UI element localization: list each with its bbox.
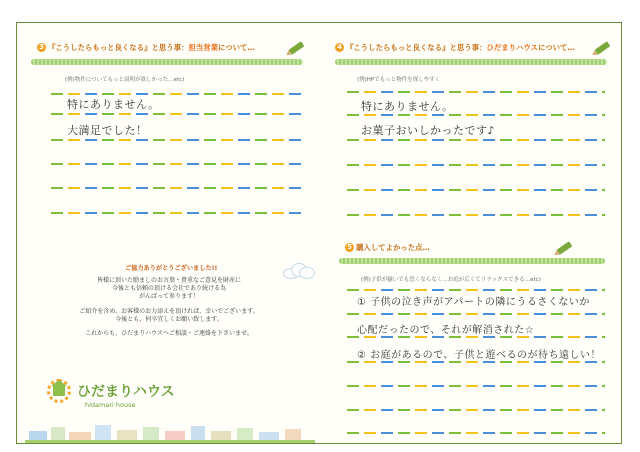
section3-title-highlight: 担当営業 — [188, 43, 219, 52]
survey-sheet — [16, 22, 622, 444]
logo-subtitle: hidamari house — [85, 401, 136, 409]
pencil-icon — [289, 41, 305, 55]
cloud-decoration — [283, 263, 313, 277]
section5-answer-2: 心配だったので、それが解消された☆ — [357, 325, 535, 336]
answer-line — [51, 212, 303, 214]
answer-line — [51, 163, 303, 165]
section3-answer-1: 特にありません。 — [67, 98, 160, 111]
grass-divider — [31, 59, 303, 65]
section5-answer-3: ② お庭があるので、子供と遊べるのが待ち遠しい！ — [357, 350, 601, 361]
section3-number: 3 — [37, 43, 46, 52]
section4-example: (例)HPでもっと物件を探しやすく — [357, 77, 441, 83]
section4-answer-2: お菓子おいしかったです♪ — [361, 124, 496, 137]
section3-title-suffix: について… — [218, 43, 255, 52]
pencil-icon — [557, 241, 573, 255]
answer-line — [51, 113, 303, 115]
thanks-line-5: ご紹介を含め、お客様のお力添えを頂ければ、幸いでございます。 — [79, 307, 259, 315]
town-illustration — [25, 421, 315, 443]
answer-line — [347, 313, 605, 315]
thanks-line-8: これからも、ひだまりハウスへご相談・ご連絡を下さいませ。 — [85, 330, 253, 338]
answer-line — [51, 139, 303, 141]
answer-line — [347, 189, 605, 191]
answer-line — [347, 385, 605, 387]
section4-title-prefix: 『こうしたらもっと良くなる』と思う事： — [346, 43, 487, 52]
grass-divider — [339, 258, 605, 264]
section3-example: (例)物件についてもっと説明が欲しかった…etc) — [65, 77, 185, 83]
section5-title: 購入してよかった点… — [356, 243, 430, 252]
answer-line — [347, 91, 605, 93]
thanks-line-3: がんばって参ります！ — [138, 293, 199, 301]
section5-answer-1: ① 子供の泣き声がアパートの隣にうるさくないか — [357, 297, 590, 308]
thanks-title: ご協力ありがとうございました!! — [125, 265, 218, 272]
section5-heading — [345, 242, 430, 253]
answer-line — [51, 187, 303, 189]
thanks-line-6: 今後とも、何卒宜しくお願い致します。 — [115, 315, 223, 323]
answer-line — [347, 361, 605, 363]
section4-answer-1: 特にありません。 — [361, 100, 454, 113]
answer-line — [347, 336, 605, 338]
section3-title-prefix: 『こうしたらもっと良くなる』と思う事： — [48, 43, 189, 52]
answer-line — [347, 409, 605, 411]
thanks-line-1: 皆様に頂いた励ましのお言葉・貴重なご意見を財産に — [96, 277, 241, 284]
section3-heading — [37, 42, 255, 53]
pencil-icon — [595, 41, 611, 55]
section4-number: 4 — [335, 43, 344, 52]
section4-heading — [335, 42, 575, 53]
answer-line — [347, 289, 605, 291]
answer-line — [347, 139, 605, 141]
thanks-message — [31, 277, 307, 338]
grass-divider — [335, 59, 607, 65]
section4-title-suffix: について… — [537, 43, 575, 52]
thanks-line-2: 今後とも信頼の頂ける会社であり続ける為 — [111, 285, 226, 293]
answer-line — [347, 164, 605, 166]
logo-name: ひだまりハウス — [77, 384, 175, 400]
section3-answer-2: 大満足でした！ — [67, 124, 148, 137]
answer-line — [347, 114, 605, 116]
section5-number: 5 — [345, 243, 354, 252]
answer-line — [51, 93, 303, 95]
section5-example: (例)子供が騒いでも恐くならなく…お庭が広くてリラックスできる…etc) — [361, 277, 541, 283]
answer-line — [347, 432, 605, 434]
section4-title-highlight: ひだまりハウス — [486, 43, 538, 52]
answer-line — [347, 214, 605, 216]
sun-house-icon — [45, 377, 73, 405]
